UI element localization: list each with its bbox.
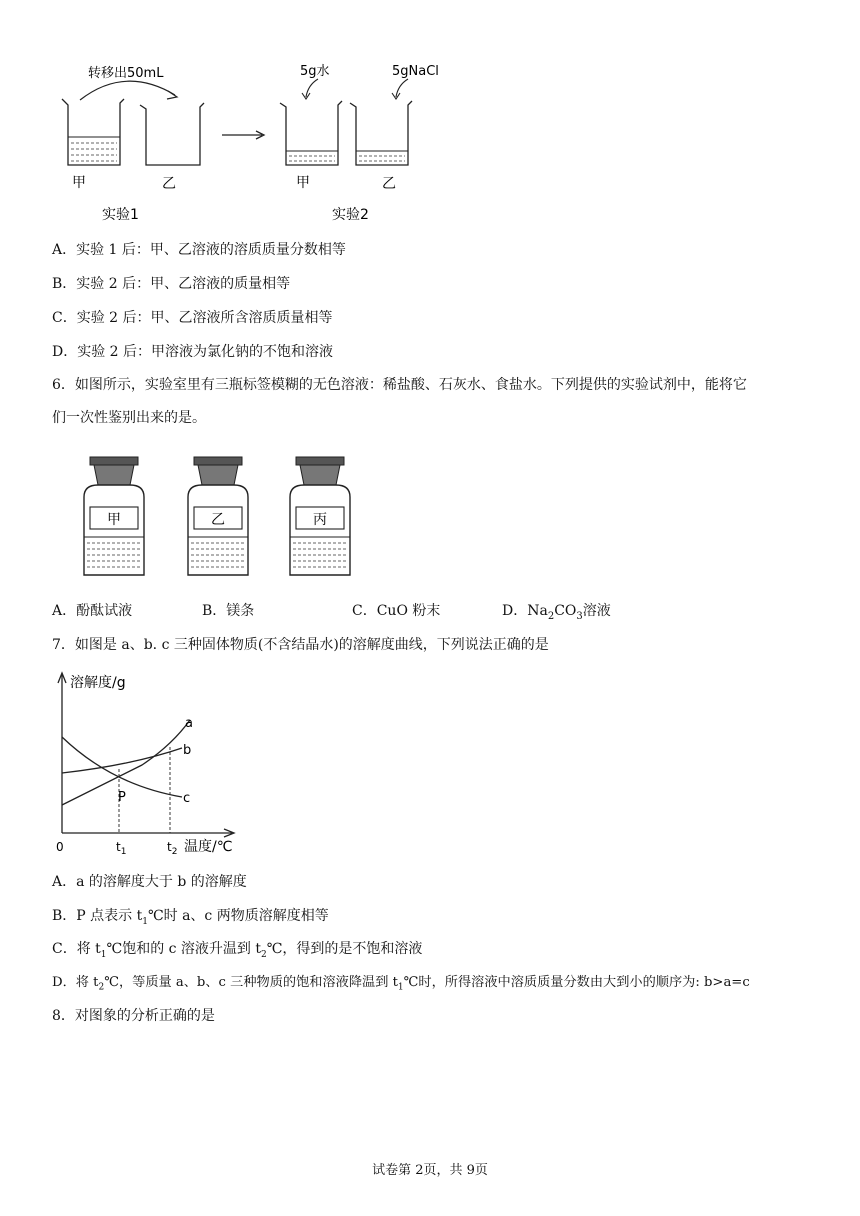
bottle-label-bing: 丙 [313,512,327,528]
water-label: 5g水 [300,64,330,79]
q6-option-a: A．酚酞试液 [52,603,133,619]
curve-c [62,737,182,797]
q6-stem-line2: 们一次性鉴别出来的是。 [52,410,206,426]
curve-a-label: a [185,716,193,731]
q7-option-b: B．P 点表示 $t_1℃$时 a、c 两物质溶解度相等 [52,908,329,927]
q5-option-d: D．实验 2 后：甲溶液为氯化钠的不饱和溶液 [52,344,334,360]
q8-stem: 8．对图象的分析正确的是 [52,1008,215,1024]
nacl-label: 5gNaCl [392,64,439,79]
q7-option-c: C．将 $t_1℃$饱和的 c 溶液升温到 $t_2℃$，得到的是不饱和溶液 [52,941,423,960]
reagent-bottles-figure [76,455,376,580]
point-p-label: P [118,790,126,805]
label-exp1: 实验1 [102,207,139,223]
q6-option-b: B．镁条 [202,603,255,619]
label-jia-exp2: 甲 [296,175,310,191]
page-footer: 试卷第 2页，共 9页 [372,1163,488,1178]
beaker-jia-exp2 [280,101,342,165]
q7-option-d: D．将 $t_2℃$，等质量 a、b、c 三种物质的饱和溶液降温到 $t_1℃$时，所得溶液中溶质质量分数由大到小的顺序为: b>a=c [52,975,750,993]
beaker-yi-exp2 [350,101,412,165]
label-yi-exp1: 乙 [162,176,176,192]
label-jia-exp1: 甲 [72,175,86,191]
label-yi-exp2: 乙 [382,176,396,192]
q7-option-a: A．a 的溶解度大于 b 的溶解度 [52,874,247,890]
q7-stem: 7．如图是 a、b. c 三种固体物质(不含结晶水)的溶解度曲线，下列说法正确的是 [52,637,549,653]
q6-option-c: C．CuO 粉末 [352,603,441,619]
q5-option-c: C．实验 2 后：甲、乙溶液所含溶质质量相等 [52,310,333,326]
transfer-arrow [80,81,175,100]
origin-label: 0 [56,840,64,854]
curve-b-label: b [183,743,192,758]
bottle-label-jia: 甲 [107,512,121,528]
transfer-label: 转移出50mL [88,66,164,81]
y-axis-label: 溶解度/g [70,675,126,691]
curve-b [62,748,182,773]
t2-label: $t_2$ [167,840,178,857]
x-axis-label: 温度/℃ [184,839,233,855]
t1-label: $t_1$ [116,840,127,857]
experiment-figure [50,55,439,230]
beaker-jia-exp1 [62,99,124,165]
curve-c-label: c [183,791,191,806]
label-exp2: 实验2 [332,207,369,223]
q5-option-b: B．实验 2 后：甲、乙溶液的质量相等 [52,276,291,292]
q5-option-a: A．实验 1 后：甲、乙溶液的溶质质量分数相等 [52,242,346,258]
q6-option-d: D．$Na_2CO_3$溶液 [502,603,611,622]
solubility-chart [52,665,252,860]
beaker-yi-exp1 [140,103,204,165]
q6-stem-line1: 6．如图所示，实验室里有三瓶标签模糊的无色溶液：稀盐酸、石灰水、食盐水。下列提供的实验试剂中，能将它 [52,377,747,393]
bottle-label-yi: 乙 [211,512,225,528]
